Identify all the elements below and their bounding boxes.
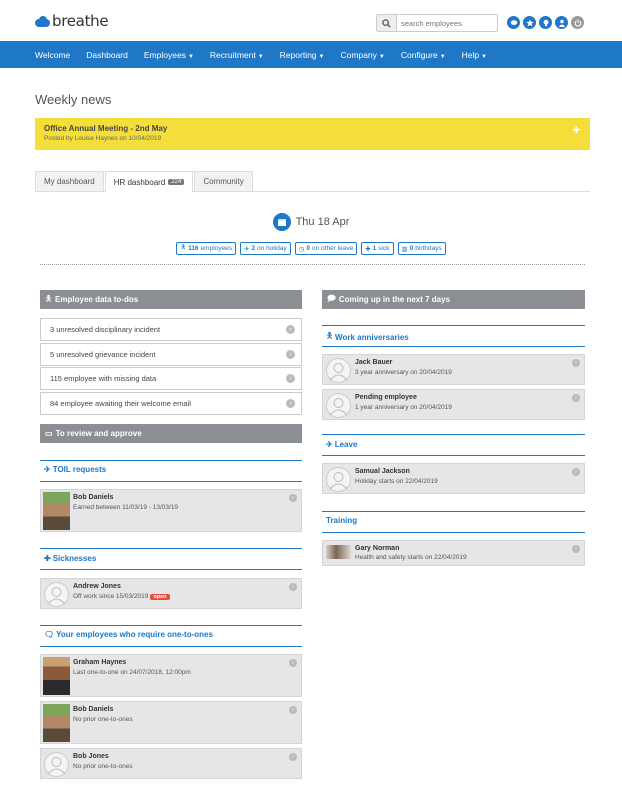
nav-company[interactable]	[340, 50, 384, 60]
comments-icon: 🗨	[44, 630, 55, 639]
arrow-right-icon[interactable]: ›	[572, 468, 580, 476]
employee-detail: Health and safety starts on 22/04/2019	[355, 554, 467, 561]
clock-icon: ◷	[298, 245, 305, 253]
todos-panel-header	[40, 290, 302, 309]
section-rule	[40, 481, 302, 482]
divider	[40, 264, 585, 265]
logo[interactable]	[35, 12, 108, 30]
avatar	[43, 492, 70, 530]
nav-configure[interactable]	[401, 50, 446, 60]
employee-card[interactable]	[40, 578, 302, 609]
section-rule	[322, 325, 585, 326]
employee-name: Bob Daniels	[73, 706, 114, 713]
employee-name: Graham Haynes	[73, 659, 127, 666]
nav-label: Welcome	[35, 49, 71, 60]
current-date: Thu 18 Apr	[295, 216, 350, 228]
arrow-right-icon[interactable]: ›	[572, 359, 580, 367]
plane-icon: ✈	[244, 245, 250, 253]
employee-card[interactable]	[40, 748, 302, 779]
employee-name: Bob Jones	[73, 753, 109, 760]
todo-item[interactable]	[40, 343, 302, 366]
tab-label: My dashboard	[44, 177, 95, 186]
section-rule	[322, 532, 585, 533]
avatar	[43, 657, 70, 695]
nav-help[interactable]	[462, 50, 487, 60]
employee-detail: Earned between 11/03/19 - 13/03/19	[73, 504, 179, 511]
todo-label: 5 unresolved grievance incident	[50, 350, 156, 359]
default-avatar-icon	[326, 467, 351, 492]
arrow-right-icon[interactable]: ›	[289, 494, 297, 502]
section-rule	[322, 346, 585, 347]
tab-hr-dashboard[interactable]	[105, 171, 194, 192]
plane-icon: ✈	[326, 440, 333, 449]
medkit-icon: ✚	[365, 245, 371, 253]
panel-title: To review and approve	[55, 429, 142, 438]
anniversaries-section-title	[322, 330, 409, 344]
employee-detail: No prior one-to-ones	[73, 716, 133, 723]
employee-card[interactable]	[322, 463, 585, 494]
section-rule	[40, 625, 302, 626]
stat-other-leave[interactable]	[295, 242, 358, 255]
logo-text: breathe	[52, 12, 109, 30]
search-icon	[382, 19, 391, 28]
section-title-text: TOIL requests	[52, 465, 107, 474]
star-icon[interactable]	[523, 16, 536, 29]
nav-dashboard[interactable]	[86, 50, 128, 60]
employee-name: Bob Daniels	[73, 494, 114, 501]
panel-title: Coming up in the next 7 days	[338, 295, 451, 304]
employee-detail: 1 year anniversary on 20/04/2019	[355, 404, 452, 411]
stats-bar	[0, 242, 622, 255]
search-button[interactable]	[377, 15, 397, 31]
coming-up-panel-header	[322, 290, 585, 309]
cloud-logo-icon	[35, 16, 50, 27]
todo-item[interactable]	[40, 318, 302, 341]
arrow-right-icon[interactable]: ›	[289, 753, 297, 761]
person-icon: 🯅	[180, 244, 187, 251]
medkit-icon: ✚	[44, 554, 51, 563]
employee-detail: No prior one-to-ones	[73, 763, 133, 770]
top-bar	[0, 0, 622, 41]
status-badge: open	[150, 594, 169, 600]
stat-count: 2	[251, 245, 256, 252]
stat-birthdays[interactable]	[398, 242, 446, 255]
stat-count: 116	[188, 245, 199, 252]
leave-section-title	[322, 440, 357, 449]
caret-down-icon: ▼	[481, 53, 488, 60]
todo-label: 3 unresolved disciplinary incident	[50, 325, 161, 334]
nav-employees[interactable]	[144, 50, 194, 60]
arrow-right-icon: ›	[286, 325, 295, 334]
nav-label: Recruitment	[209, 49, 256, 60]
nav-label: Employees	[143, 49, 186, 60]
caret-down-icon: ▼	[378, 53, 385, 60]
nav-reporting[interactable]	[280, 50, 325, 60]
tab-community[interactable]	[194, 171, 252, 191]
employee-detail: 3 year anniversary on 20/04/2019	[355, 369, 452, 376]
arrow-right-icon[interactable]: ›	[572, 545, 580, 553]
tab-my-dashboard[interactable]	[35, 171, 104, 191]
employee-card[interactable]	[40, 654, 302, 697]
todo-label: 84 employee awaiting their welcome email	[50, 399, 191, 408]
nav-label: Dashboard	[86, 49, 128, 60]
employee-detail: Last one-to-one on 24/07/2018, 12:00pm	[73, 669, 191, 676]
employee-name: Pending employee	[355, 394, 417, 401]
search-input[interactable]	[397, 15, 497, 31]
news-title: Office Annual Meeting - 2nd May	[44, 124, 168, 133]
employee-card[interactable]	[322, 354, 585, 385]
section-rule	[40, 548, 302, 549]
chat-icon[interactable]	[507, 16, 520, 29]
employee-card[interactable]	[40, 701, 302, 744]
caret-down-icon: ▼	[439, 53, 446, 60]
employee-card[interactable]	[40, 489, 302, 532]
person-icon: 🯅	[45, 293, 53, 303]
stat-count: 0	[409, 245, 414, 252]
avatar	[43, 704, 70, 742]
main-nav	[0, 41, 622, 68]
todo-item[interactable]	[40, 367, 302, 390]
news-banner[interactable]	[35, 118, 590, 150]
sickness-section-title	[40, 554, 96, 563]
stat-on-holiday[interactable]	[240, 242, 291, 255]
stat-count: 0	[306, 245, 311, 252]
user-icon[interactable]	[555, 16, 568, 29]
arrow-right-icon: ›	[286, 350, 295, 359]
tab-badge: 224	[168, 179, 184, 185]
employee-name: Samual Jackson	[355, 468, 410, 475]
section-rule	[40, 460, 302, 461]
todo-item[interactable]	[40, 392, 302, 415]
nav-welcome[interactable]	[35, 50, 70, 60]
section-title-text: Training	[326, 516, 358, 525]
stat-employees[interactable]	[176, 242, 236, 255]
stat-count: 1	[372, 245, 377, 252]
default-avatar-icon	[44, 582, 69, 607]
panel-title: Employee data to-dos	[55, 295, 139, 304]
news-posted: Posted by Louise Haynes on 10/04/2019	[44, 135, 162, 142]
arrow-right-icon[interactable]: ›	[289, 583, 297, 591]
section-title-text: Leave	[334, 440, 358, 449]
nav-label: Company	[340, 49, 377, 60]
employee-card[interactable]	[322, 389, 585, 420]
section-rule	[40, 569, 302, 570]
arrow-right-icon[interactable]: ›	[572, 394, 580, 402]
nav-label: Reporting	[279, 49, 317, 60]
caret-down-icon: ▼	[318, 53, 325, 60]
section-rule	[40, 646, 302, 647]
cake-icon: ▥	[401, 245, 408, 253]
section-title-text: Work anniversaries	[335, 332, 409, 342]
training-section-title	[322, 516, 357, 525]
arrow-right-icon: ›	[286, 399, 295, 408]
default-avatar-icon	[326, 393, 351, 418]
stat-label: on holiday	[257, 245, 287, 252]
comment-icon: 🗩	[327, 293, 336, 303]
arrow-right-icon[interactable]: ›	[289, 659, 297, 667]
employee-detail	[73, 593, 170, 600]
pin-icon[interactable]: ✚	[572, 125, 580, 135]
default-avatar-icon	[44, 752, 69, 777]
employee-name: Gary Norman	[355, 545, 400, 552]
arrow-right-icon: ›	[286, 374, 295, 383]
nav-label: Configure	[400, 49, 438, 60]
section-rule	[322, 511, 585, 512]
monitor-icon: ▭	[45, 429, 53, 438]
section-rule	[322, 455, 585, 456]
employee-name: Andrew Jones	[73, 583, 121, 590]
calendar-icon	[273, 213, 291, 231]
stat-label: on other leave	[312, 245, 354, 252]
section-title-text: Sicknesses	[52, 554, 97, 563]
nav-label: Help	[461, 49, 480, 60]
search-box	[376, 14, 498, 32]
section-rule	[322, 434, 585, 435]
stat-sick[interactable]	[361, 242, 393, 255]
employee-name: Jack Bauer	[355, 359, 393, 366]
employee-detail: Holiday starts on 22/04/2019	[355, 478, 438, 485]
dashboard-tabs	[35, 171, 590, 192]
person-icon: 🯅	[326, 331, 334, 340]
stat-label: birthdays	[415, 245, 442, 252]
review-panel-header	[40, 424, 302, 443]
date-header	[0, 213, 622, 231]
default-avatar-icon	[326, 358, 351, 383]
employee-card[interactable]	[322, 540, 585, 566]
caret-down-icon: ▼	[187, 53, 194, 60]
top-icons	[507, 16, 584, 29]
one-to-one-section-title	[40, 630, 213, 639]
plane-icon: ✈	[44, 465, 51, 474]
tab-label: Community	[203, 177, 244, 186]
toil-section-title	[40, 465, 106, 474]
nav-recruitment[interactable]	[210, 50, 264, 60]
lightbulb-icon[interactable]	[539, 16, 552, 29]
todo-label: 115 employee with missing data	[50, 374, 157, 383]
section-title-text: Your employees who require one-to-ones	[56, 630, 213, 639]
avatar	[326, 545, 351, 559]
page-title: Weekly news	[35, 92, 112, 107]
arrow-right-icon[interactable]: ›	[289, 706, 297, 714]
tab-label: HR dashboard	[113, 177, 166, 187]
stat-label: sick	[378, 245, 390, 252]
power-icon[interactable]	[571, 16, 584, 29]
detail-text: Off work since 15/03/2019	[73, 593, 149, 600]
stat-label: employees	[200, 245, 232, 252]
caret-down-icon: ▼	[257, 53, 264, 60]
